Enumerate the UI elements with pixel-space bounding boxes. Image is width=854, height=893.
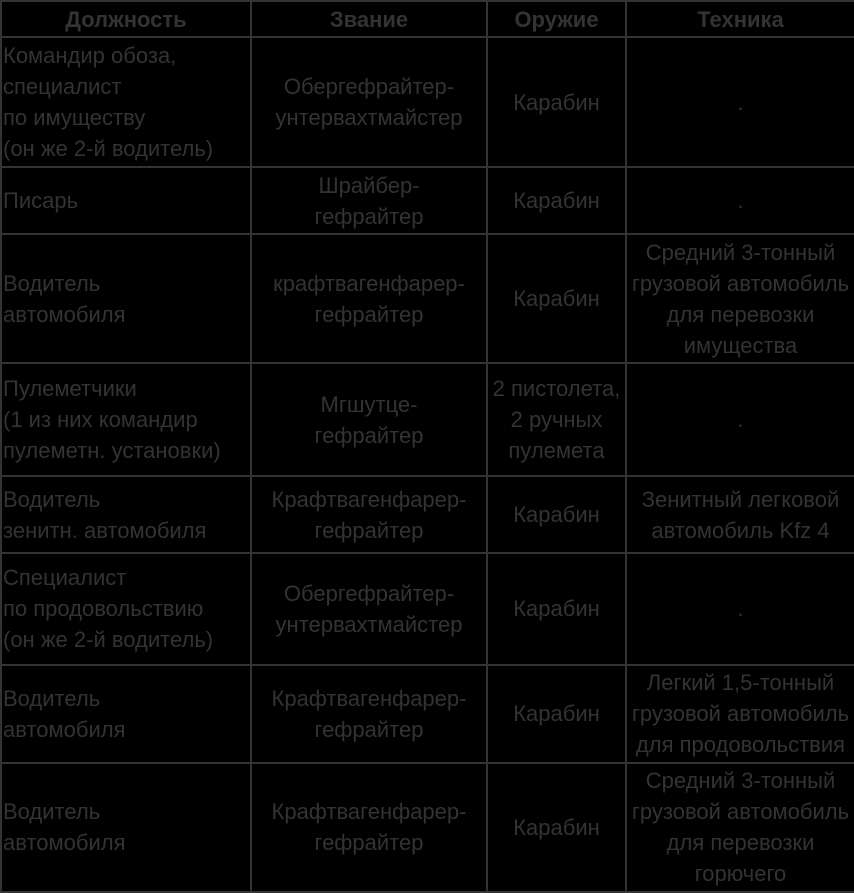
cell-weapon xyxy=(487,665,626,763)
cell-position-line: Командир обоза, xyxy=(3,43,177,69)
cell-vehicle-line: для продовольствия xyxy=(635,732,846,758)
cell-rank xyxy=(251,37,487,167)
cell-position xyxy=(1,37,251,167)
cell-position xyxy=(1,763,251,892)
cell-vehicle-line: имущества xyxy=(683,332,798,358)
cell-position xyxy=(1,553,251,665)
cell-rank-line: гефрайтер xyxy=(314,830,424,856)
cell-rank-line: Обергефрайтер- xyxy=(283,580,455,606)
cell-position xyxy=(1,363,251,476)
cell-vehicle-line: Зенитный легковой xyxy=(641,486,840,512)
cell-vehicle-line: автомобиль Kfz 4 xyxy=(651,517,830,543)
cell-position-line: пулеметн. установки) xyxy=(3,438,221,464)
cell-vehicle-line: . xyxy=(737,596,744,622)
cell-rank-line: гефрайтер xyxy=(314,716,424,742)
table-row xyxy=(1,234,854,363)
cell-position-line: автомобиля xyxy=(3,716,126,742)
cell-rank-line: гефрайтер xyxy=(314,203,424,229)
cell-vehicle-line: Средний 3-тонный xyxy=(645,768,836,794)
cell-position-line: Писарь xyxy=(3,188,79,214)
header-vehicle: Техника xyxy=(626,1,854,37)
cell-rank-line: Крафтвагенфарер- xyxy=(271,486,467,512)
cell-rank-line: Шрайбер- xyxy=(318,172,420,198)
cell-vehicle xyxy=(626,553,854,665)
cell-position-line: (он же 2-й водитель) xyxy=(3,627,214,653)
cell-position-line: Пулеметчики xyxy=(3,376,137,402)
cell-vehicle xyxy=(626,167,854,234)
cell-position-line: автомобиля xyxy=(3,830,126,856)
cell-vehicle-line: Средний 3-тонный xyxy=(645,239,836,265)
cell-rank xyxy=(251,553,487,665)
cell-rank-line: гефрайтер xyxy=(314,517,424,543)
cell-position-line: (1 из них командир xyxy=(3,407,198,433)
cell-position-line: специалист xyxy=(3,74,122,100)
cell-vehicle-line: грузовой автомобиль xyxy=(631,701,850,727)
cell-rank-line: гефрайтер xyxy=(314,301,424,327)
cell-vehicle-line: горючего xyxy=(694,861,787,887)
cell-rank xyxy=(251,665,487,763)
cell-vehicle xyxy=(626,234,854,363)
table-row xyxy=(1,665,854,763)
cell-rank-line: Обергефрайтер- xyxy=(283,74,455,100)
cell-position-line: (он же 2-й водитель) xyxy=(3,136,214,162)
cell-vehicle-line: грузовой автомобиль xyxy=(631,270,850,296)
table-row xyxy=(1,37,854,167)
header-rank: Звание xyxy=(251,1,487,37)
cell-position xyxy=(1,665,251,763)
cell-position-line: автомобиля xyxy=(3,301,126,327)
cell-vehicle-line: . xyxy=(737,407,744,433)
cell-rank xyxy=(251,363,487,476)
cell-rank xyxy=(251,167,487,234)
cell-vehicle-line: для перевозки xyxy=(666,830,815,856)
cell-weapon-line: Карабин xyxy=(513,701,600,727)
cell-position-line: Водитель xyxy=(3,685,101,711)
cell-position-line: Специалист xyxy=(3,565,127,591)
cell-rank xyxy=(251,476,487,552)
cell-rank xyxy=(251,763,487,892)
cell-position-line: по продовольствию xyxy=(3,596,204,622)
cell-rank-line: унтервахтмайстер xyxy=(275,611,463,637)
cell-weapon-line: Карабин xyxy=(513,188,600,214)
cell-position xyxy=(1,167,251,234)
cell-vehicle-line: грузовой автомобиль xyxy=(631,799,850,825)
cell-position-line: Водитель xyxy=(3,270,101,296)
cell-weapon-line: 2 пистолета, xyxy=(492,376,621,402)
cell-weapon-line: Карабин xyxy=(513,596,600,622)
cell-position-line: зенитн. автомобиля xyxy=(3,517,207,543)
cell-rank-line: Крафтвагенфарер- xyxy=(271,799,467,825)
cell-weapon xyxy=(487,476,626,552)
cell-weapon-line: Карабин xyxy=(513,814,600,840)
cell-weapon xyxy=(487,37,626,167)
cell-vehicle-line: . xyxy=(737,188,744,214)
header-row xyxy=(1,1,854,37)
cell-weapon-line: 2 ручных xyxy=(510,407,603,433)
table-row xyxy=(1,553,854,665)
cell-weapon-line: пулемета xyxy=(508,438,605,464)
cell-weapon xyxy=(487,234,626,363)
cell-position-line: Водитель xyxy=(3,486,101,512)
cell-weapon-line: Карабин xyxy=(513,89,600,115)
table-row xyxy=(1,167,854,234)
cell-vehicle xyxy=(626,476,854,552)
table-row xyxy=(1,476,854,552)
cell-vehicle xyxy=(626,37,854,167)
cell-position xyxy=(1,476,251,552)
cell-rank-line: Крафтвагенфарер- xyxy=(271,685,467,711)
cell-vehicle xyxy=(626,763,854,892)
cell-position-line: Водитель xyxy=(3,799,101,825)
cell-weapon xyxy=(487,363,626,476)
cell-vehicle xyxy=(626,665,854,763)
cell-weapon xyxy=(487,763,626,892)
header-weapon: Оружие xyxy=(487,1,626,37)
table-row xyxy=(1,363,854,476)
cell-position-line: по имуществу xyxy=(3,105,146,131)
cell-rank-line: крафтвагенфарер- xyxy=(273,270,465,296)
cell-rank-line: Мгшутце- xyxy=(320,391,418,417)
cell-rank-line: гефрайтер xyxy=(314,422,424,448)
cell-rank xyxy=(251,234,487,363)
table-row xyxy=(1,763,854,892)
cell-weapon-line: Карабин xyxy=(513,502,600,528)
cell-rank-line: унтервахтмайстер xyxy=(275,105,463,131)
cell-position xyxy=(1,234,251,363)
cell-vehicle-line: . xyxy=(737,89,744,115)
cell-vehicle xyxy=(626,363,854,476)
cell-weapon xyxy=(487,553,626,665)
header-position: Должность xyxy=(1,1,251,37)
cell-vehicle-line: для перевозки xyxy=(666,301,815,327)
cell-weapon-line: Карабин xyxy=(513,286,600,312)
cell-weapon xyxy=(487,167,626,234)
cell-vehicle-line: Легкий 1,5-тонный xyxy=(646,670,835,696)
